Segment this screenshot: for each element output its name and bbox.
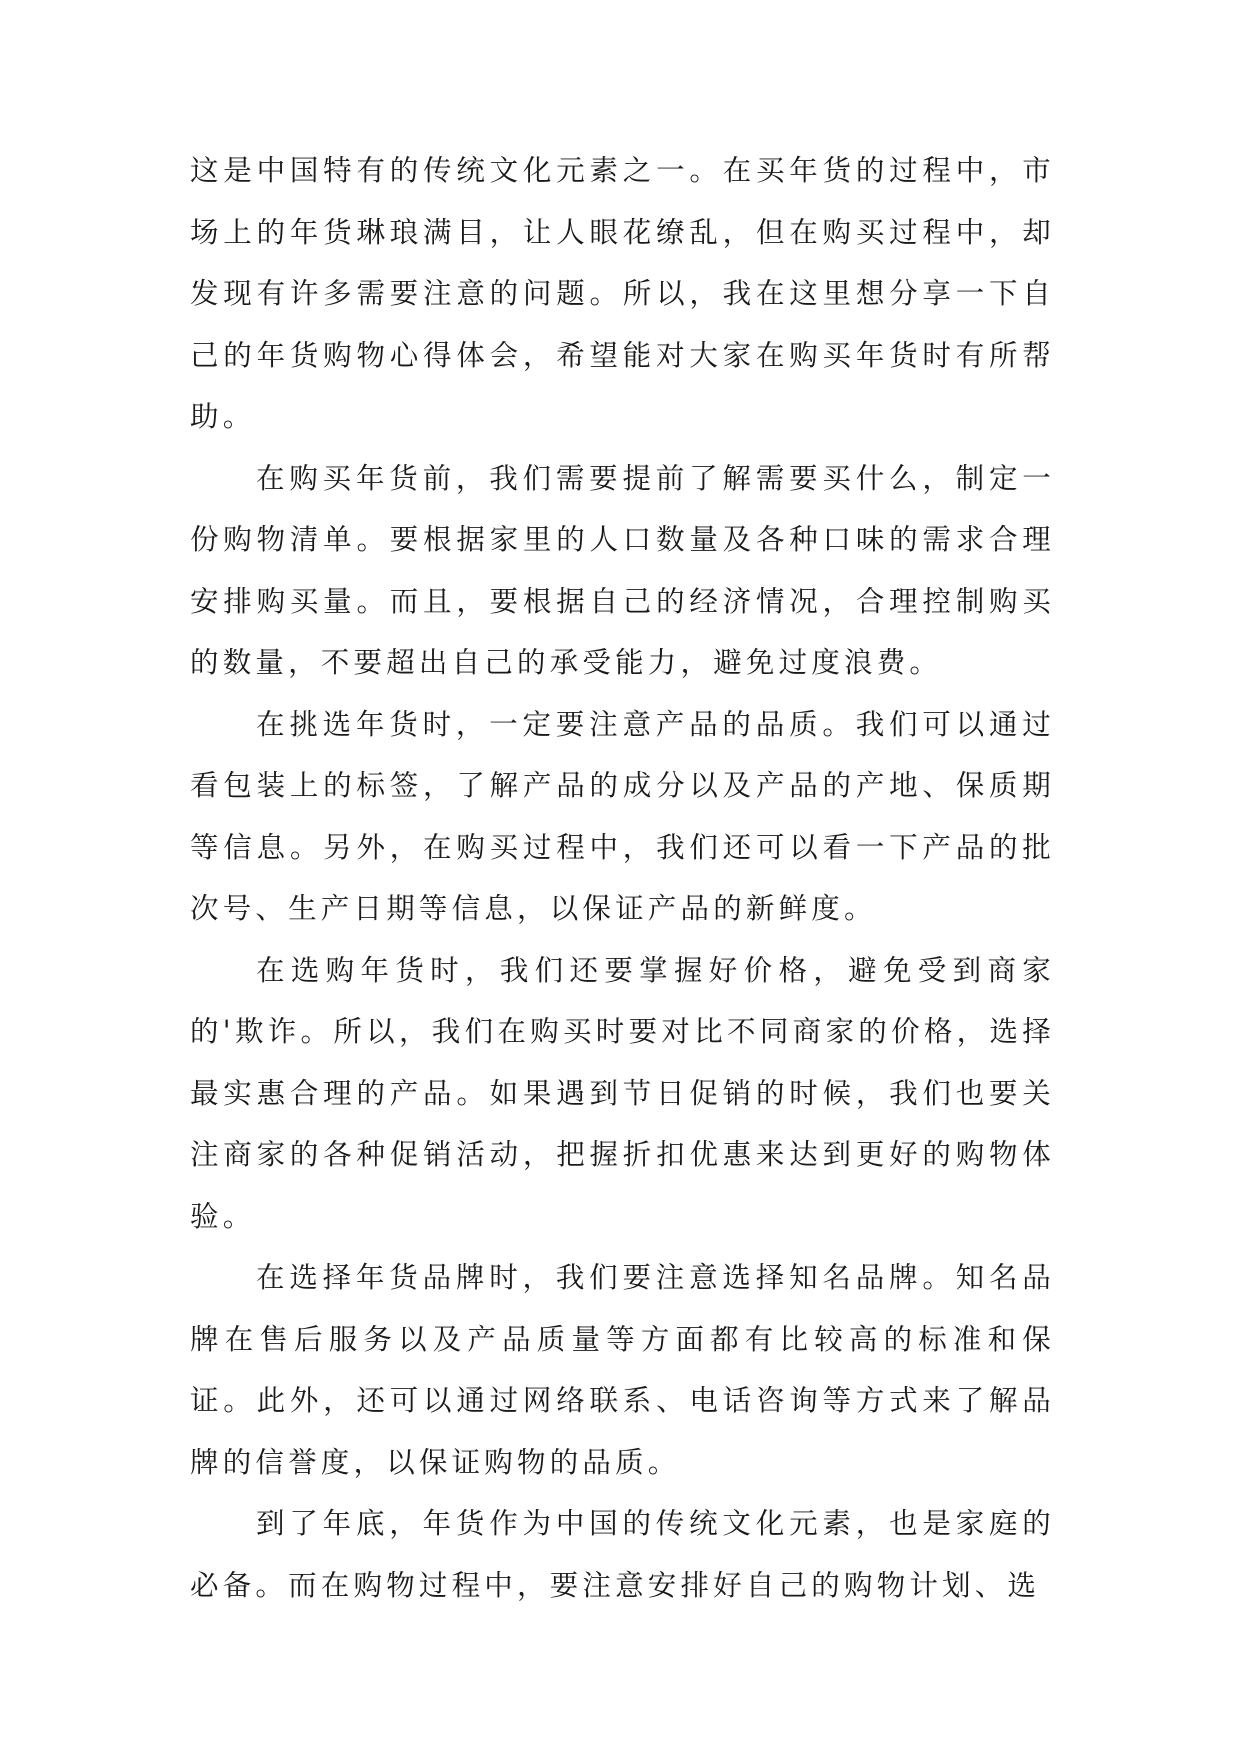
paragraph-year-end: 到了年底，年货作为中国的传统文化元素，也是家庭的必备。而在购物过程中，要注意安排好自己的购物计划、选 bbox=[190, 1507, 1055, 1602]
paragraph-price-comparison: 在选购年货时，我们还要掌握好价格，避免受到商家的'欺诈。所以，我们在购买时要对比不同商家的价格，选择最实惠合理的产品。如果遇到节日促销的时候，我们也要关注商家的各种促销活动，把握折扣优惠来达到更好的购物体验。 bbox=[190, 953, 1055, 1233]
paragraph-shopping-list: 在购买年货前，我们需要提前了解需要买什么，制定一份购物清单。要根据家里的人口数量及各种口味的需求合理安排购买量。而且，要根据自己的经济情况，合理控制购买的数量，不要超出自己的承受能力，避免过度浪费。 bbox=[190, 461, 1055, 679]
paragraph-product-quality: 在挑选年货时，一定要注意产品的品质。我们可以通过看包装上的标签，了解产品的成分以及产品的产地、保质期等信息。另外，在购买过程中，我们还可以看一下产品的批次号、生产日期等信息，以保证产品的新鲜度。 bbox=[190, 707, 1055, 925]
paragraph-brand-choice: 在选择年货品牌时，我们要注意选择知名品牌。知名品牌在售后服务以及产品质量等方面都有比较高的标准和保证。此外，还可以通过网络联系、电话咨询等方式来了解品牌的信誉度，以保证购物的品质。 bbox=[190, 1261, 1055, 1479]
document-page bbox=[190, 140, 1055, 1616]
paragraph-intro: 这是中国特有的传统文化元素之一。在买年货的过程中，市场上的年货琳琅满目，让人眼花缭乱，但在购买过程中，却发现有许多需要注意的问题。所以，我在这里想分享一下自己的年货购物心得体会，希望能对大家在购买年货时有所帮助。 bbox=[190, 154, 1055, 433]
